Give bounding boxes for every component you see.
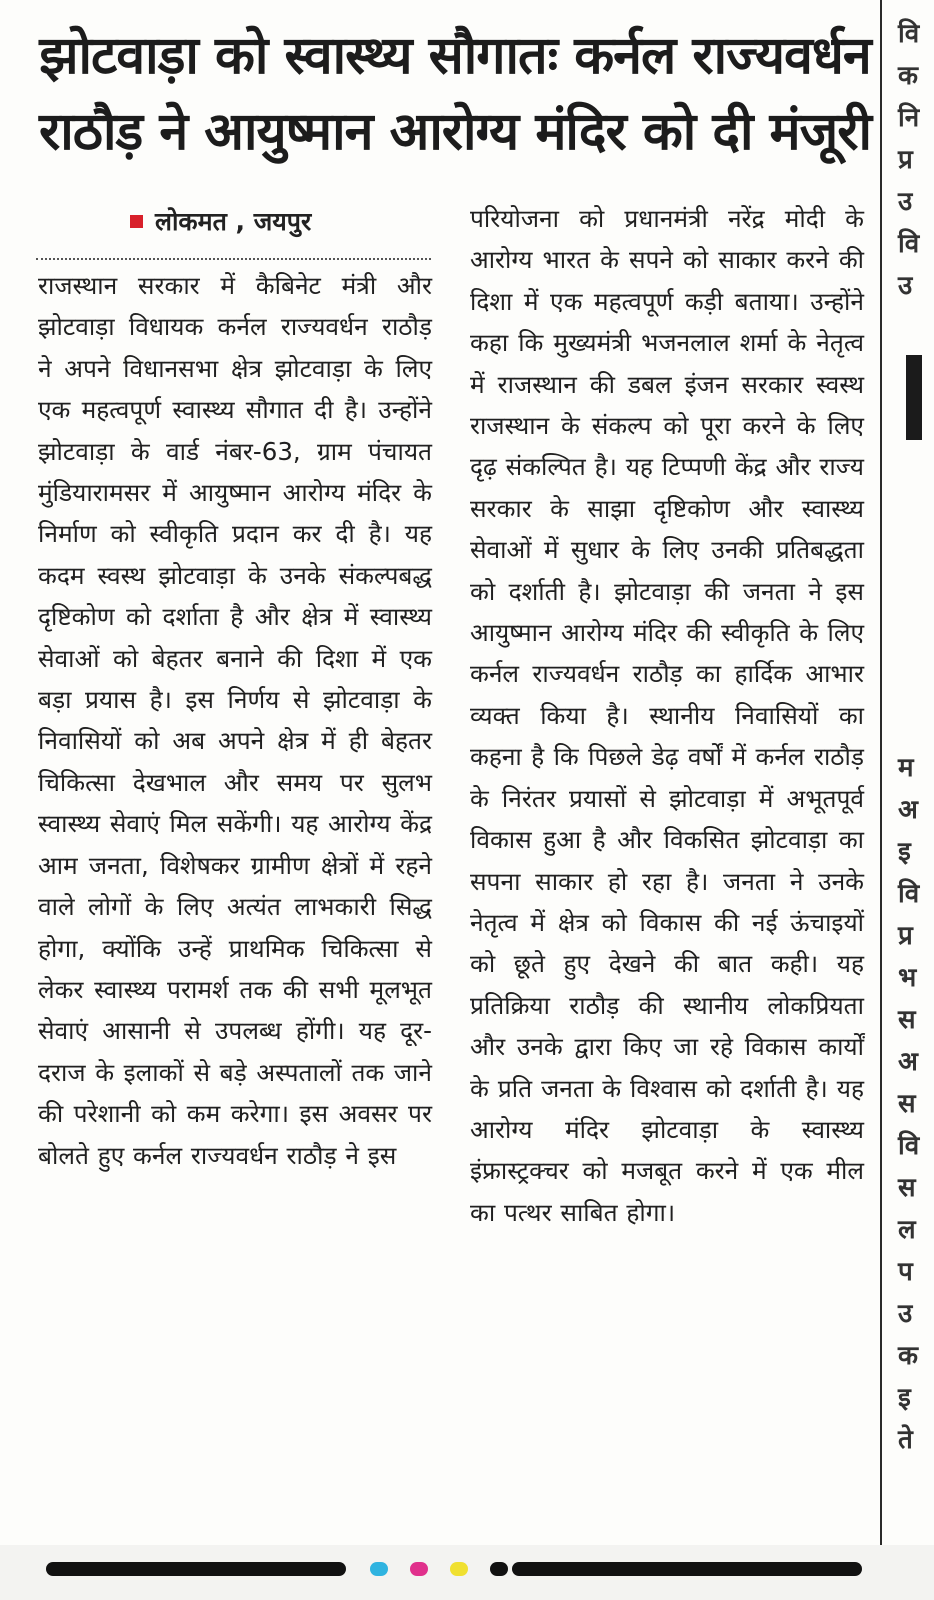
adjacent-fragment: प (898, 1257, 913, 1287)
byline-square-icon (130, 215, 143, 228)
adjacent-fragment: इ (898, 1383, 911, 1413)
adjacent-fragment: इ (898, 837, 911, 867)
adjacent-fragment: वि (898, 19, 920, 49)
adjacent-fragment: म (898, 753, 914, 783)
yellow-registration-dot-icon (450, 1562, 468, 1576)
headline (20, 18, 890, 170)
adjacent-fragment: प्र (898, 921, 913, 951)
byline-divider (36, 258, 431, 260)
adjacent-fragment: वि (898, 1131, 920, 1161)
byline-text: लोकमत , जयपुर (155, 207, 312, 236)
adjacent-article-strip (890, 0, 934, 1545)
adjacent-fragment: क (898, 1341, 918, 1371)
adjacent-fragment: स (898, 1089, 916, 1119)
adjacent-fragment: वि (898, 879, 920, 909)
adjacent-fragment: क (898, 61, 918, 91)
black-registration-dot-icon (490, 1562, 508, 1576)
article-column-1: राजस्थान सरकार में कैबिनेट मंत्री और झोटवाड़ा विधायक कर्नल राज्यवर्धन राठौड़ ने अपने विधानसभा क्षेत्र झोटवाड़ा के लिए एक महत्वपूर्ण स्वास्थ्य सौगात दी है। उन्होंने झोटवाड़ा के वार्ड नंबर-63, ग्राम पंचायत मुंडियारामसर में आयुष्मान आरोग्य मंदिर के निर्माण को स्वीकृति प्रदान कर दी है। यह कदम स्वस्थ झोटवाड़ा के उनके संकल्पबद्ध दृष्टिकोण को दर्शाता है और क्षेत्र में स्वास्थ्य सेवाओं को बेहतर बनाने की दिशा में एक बड़ा प्रयास है। इस निर्णय से झोटवाड़ा के निवासियों को अब अपने क्षेत्र में ही बेहतर चिकित्सा देखभाल और समय पर सुलभ स्वास्थ्य सेवाएं मिल सकेंगी। यह आरोग्य केंद्र आम जनता, विशेषकर ग्रामीण क्षेत्रों में रहने वाले लोगों के लिए अत्यंत लाभकारी सिद्ध होगा, क्योंकि उन्हें प्राथमिक चिकित्सा से लेकर स्वास्थ्य परामर्श तक की सभी मूलभूत सेवाएं आसानी से उपलब्ध होंगी। यह दूर-दराज के इलाकों से बड़े अस्पतालों तक जाने की परेशानी को कम करेगा। इस अवसर पर बोलते हुए कर्नल राज्यवर्धन राठौड़ ने इस (38, 271, 432, 1170)
adjacent-fragment: उ (898, 271, 913, 301)
cyan-registration-dot-icon (370, 1562, 388, 1576)
adjacent-fragment: भ (898, 963, 917, 993)
adjacent-fragment: ल (898, 1215, 916, 1245)
adjacent-fragment: वि (898, 229, 920, 259)
adjacent-fragment: नि (898, 103, 920, 133)
crop-mark-right (512, 1562, 862, 1576)
adjacent-fragment: स (898, 1005, 916, 1035)
adjacent-fragment: उ (898, 187, 913, 217)
crop-mark-left (46, 1562, 346, 1576)
adjacent-fragment: उ (898, 1299, 913, 1329)
magenta-registration-dot-icon (410, 1562, 428, 1576)
article-column-2: परियोजना को प्रधानमंत्री नरेंद्र मोदी के आरोग्य भारत के सपने को साकार करने की दिशा में एक महत्वपूर्ण कड़ी बताया। उन्होंने कहा कि मुख्यमंत्री भजनलाल शर्मा के नेतृत्व में राजस्थान की डबल इंजन सरकार स्वस्थ राजस्थान के संकल्प को पूरा करने के लिए दृढ़ संकल्पित है। यह टिप्पणी केंद्र और राज्य सरकार के साझा दृष्टिकोण और स्वास्थ्य सेवाओं में सुधार के लिए उनकी प्रतिबद्धता को दर्शाती है। झोटवाड़ा की जनता ने इस आयुष्मान आरोग्य मंदिर की स्वीकृति के लिए कर्नल राज्यवर्धन राठौड़ का हार्दिक आभार व्यक्त किया है। स्थानीय निवासियों का कहना है कि पिछले डेढ़ वर्षों में कर्नल राठौड़ के निरंतर प्रयासों से झोटवाड़ा में अभूतपूर्व विकास हुआ है और विकसित झोटवाड़ा का सपना साकार हो रहा है। जनता ने उनके नेतृत्व में क्षेत्र को विकास की नई ऊंचाइयों को छूते हुए देखने की बात कही। यह प्रतिक्रिया राठौड़ की स्थानीय लोकप्रियता और उनके द्वारा किए जा रहे विकास कार्यों के प्रति जनता के विश्वास को दर्शाती है। यह आरोग्य मंदिर झोटवाड़ा के स्वास्थ्य इंफ्रास्ट्रक्चर को मजबूत करने में एक मील का पत्थर साबित होगा। (470, 204, 864, 1227)
headline-line-1: झोटवाड़ा को स्वास्थ्य सौगातः कर्नल राज्यवर्धन (39, 26, 871, 86)
column-divider (880, 0, 882, 1545)
adjacent-fragment: स (898, 1173, 916, 1203)
adjacent-photo-edge (906, 355, 922, 440)
adjacent-fragment: ते (898, 1425, 913, 1455)
adjacent-fragment: अ (898, 1047, 918, 1077)
byline (130, 204, 311, 238)
adjacent-fragment: अ (898, 795, 918, 825)
headline-line-2: राठौड़ ने आयुष्मान आरोग्य मंदिर को दी मंजूरी (39, 102, 871, 162)
adjacent-fragment: प्र (898, 145, 913, 175)
